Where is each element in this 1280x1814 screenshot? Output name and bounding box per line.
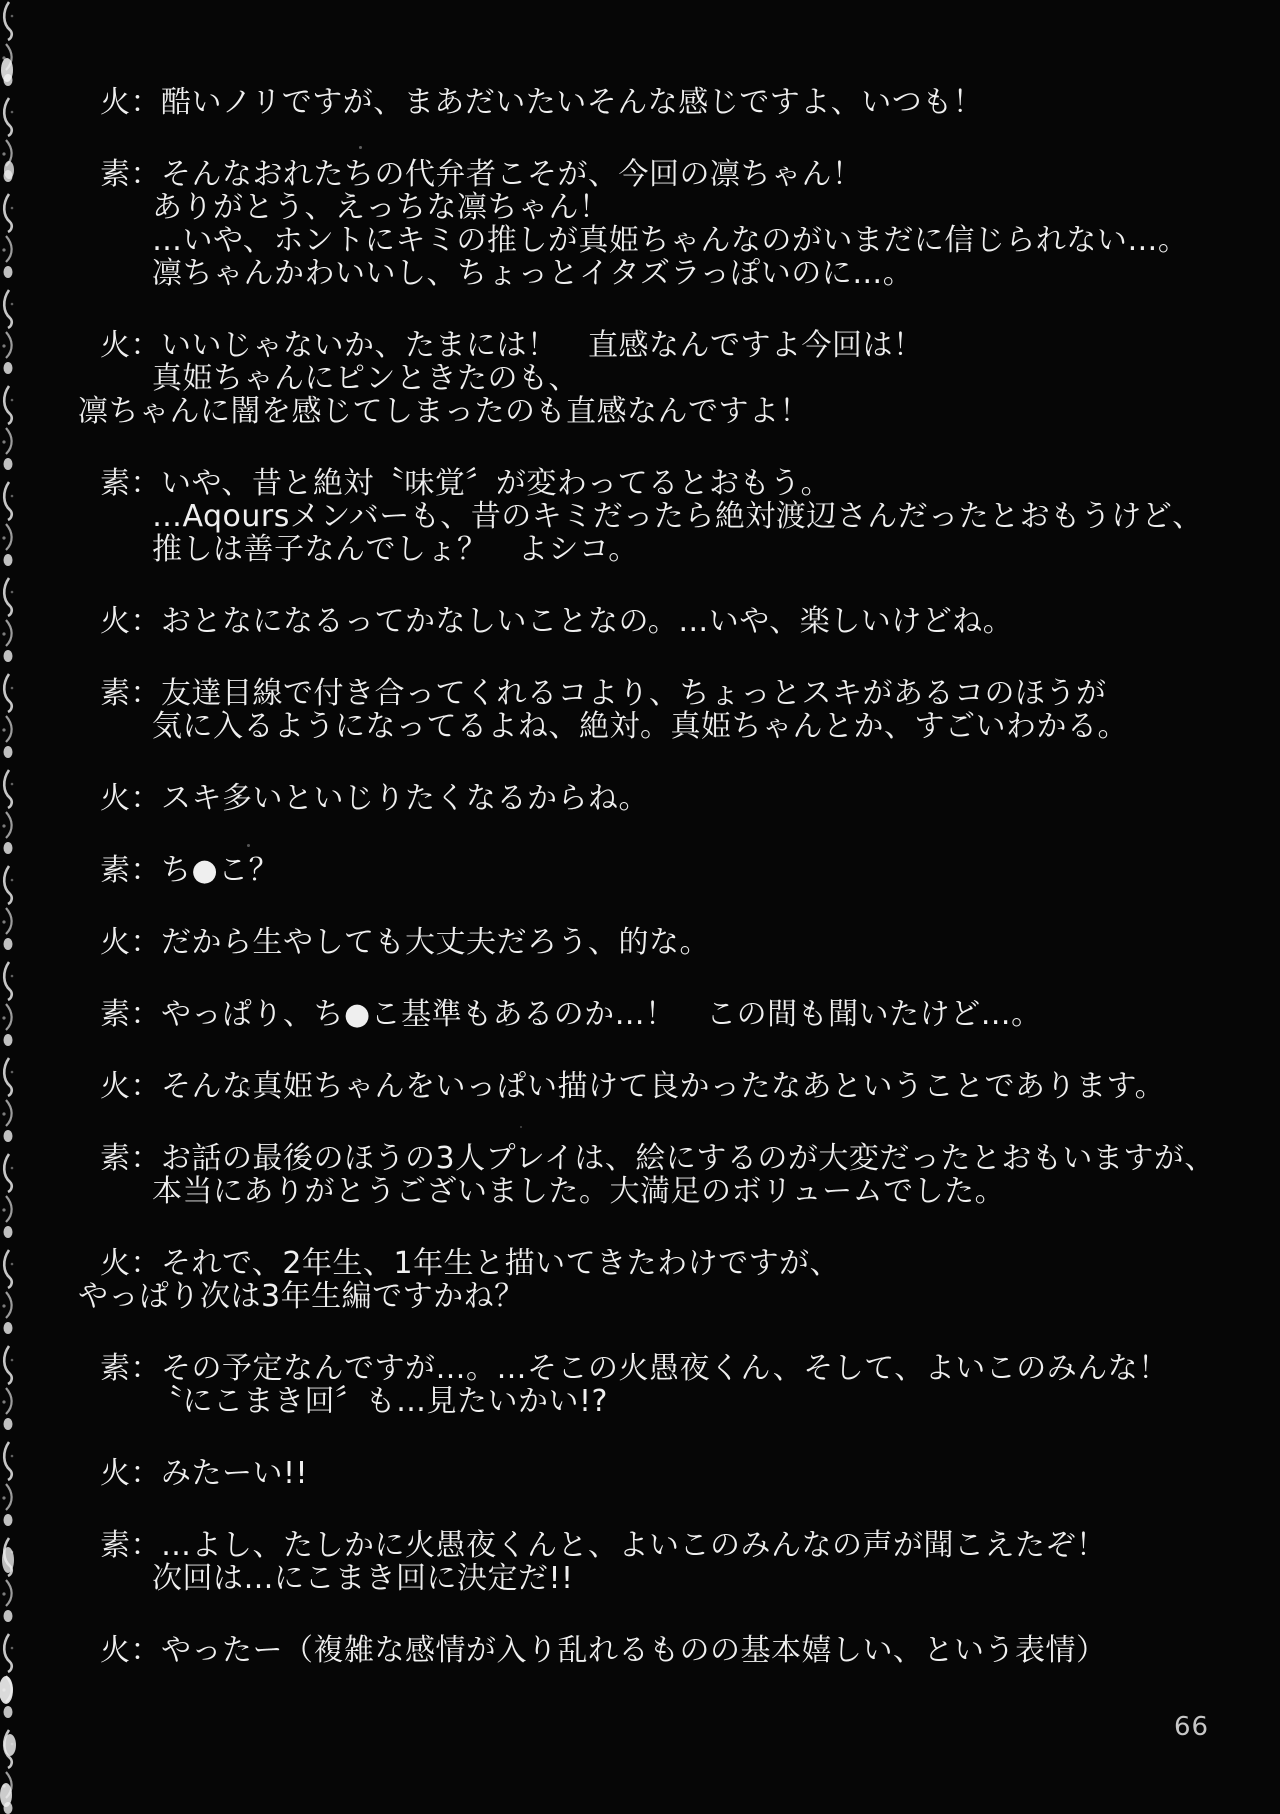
dialogue-line: 火：スキ多いといじりたくなるからね。 xyxy=(100,781,649,816)
dialogue-line: 素：ち●こ？ xyxy=(100,853,280,888)
speaker-label: 火： xyxy=(100,604,161,639)
torn-paper-edge-texture xyxy=(0,0,30,1814)
dialogue-line: 火：そんな真姫ちゃんをいっぱい描けて良かったなあということであります。 xyxy=(100,1069,1166,1104)
dialogue-line: 素：やっぱり、ち●こ基準もあるのか…！ この間も聞いたけど…。 xyxy=(100,997,1042,1032)
speaker-label: 火： xyxy=(100,1456,161,1491)
dialogue-block xyxy=(100,998,1230,1031)
dialogue-line: 凛ちゃんかわいいし、ちょっとイタズラっぽいのに…。 xyxy=(152,256,914,291)
speaker-label: 素： xyxy=(100,157,161,192)
dialogue-line: 素：友達目線で付き合ってくれるコより、ちょっとスキがあるコのほうが xyxy=(100,676,1107,711)
dust-speck xyxy=(359,146,362,149)
speaker-label: 素： xyxy=(100,997,161,1032)
dialogue-line: 火：みたーい!! xyxy=(100,1456,309,1491)
dialogue-block xyxy=(100,782,1230,815)
dialogue-line: ありがとう、えっちな凛ちゃん！ xyxy=(152,190,610,225)
dialogue-line: 火：それで、2年生、1年生と描いてきたわけですが、 xyxy=(100,1246,841,1281)
speaker-label: 火： xyxy=(100,328,161,363)
dialogue-line: 火：やったー（複雑な感情が入り乱れるものの基本嬉しい、という表情） xyxy=(100,1633,1107,1668)
speaker-label: 素： xyxy=(100,676,161,711)
dialogue-block xyxy=(78,1246,1230,1314)
dialogue-line: 火：いいじゃないか、たまには！ 直感なんですよ今回は！ xyxy=(100,328,924,363)
dialogue-block xyxy=(100,1142,1230,1208)
speaker-label: 素： xyxy=(100,1351,161,1386)
dialogue-block xyxy=(100,854,1230,887)
speaker-label: 火： xyxy=(100,1633,161,1668)
dialogue-block xyxy=(78,328,1230,429)
dialogue-line: 〝にこまき回〞も…見たいかい!? xyxy=(152,1384,608,1419)
dialogue-block xyxy=(100,467,1230,566)
dialogue-line: やっぱり次は3年生編ですかね？ xyxy=(78,1279,525,1314)
dialogue-line: …Aqoursメンバーも、昔のキミだったら絶対渡辺さんだったとおもうけど、 xyxy=(152,499,1203,534)
dialogue-block xyxy=(100,86,1230,119)
dialogue-block xyxy=(100,1457,1230,1490)
dialogue-text xyxy=(78,85,1230,1706)
speaker-label: 火： xyxy=(100,1069,161,1104)
dust-speck xyxy=(247,844,250,847)
dialogue-line: …いや、ホントにキミの推しが真姫ちゃんなのがいまだに信じられない…。 xyxy=(152,223,1189,258)
dialogue-line: 気に入るようになってるよね、絶対。真姫ちゃんとか、すごいわかる。 xyxy=(152,709,1128,744)
dialogue-block xyxy=(100,926,1230,959)
dialogue-block xyxy=(100,1529,1230,1595)
speaker-label: 素： xyxy=(100,466,161,501)
dialogue-line: 真姫ちゃんにピンときたのも、 xyxy=(152,361,579,396)
dialogue-line: 本当にありがとうございました。大満足のボリュームでした。 xyxy=(152,1174,1006,1209)
dialogue-line: 凛ちゃんに闇を感じてしまったのも直感なんですよ！ xyxy=(78,394,810,429)
dialogue-line: 火：おとなになるってかなしいことなの。…いや、楽しいけどね。 xyxy=(100,604,1014,639)
dialogue-line: 火：酷いノリですが、まあだいたいそんな感じですよ、いつも！ xyxy=(100,85,984,120)
dust-speck xyxy=(520,1126,522,1128)
dialogue-block xyxy=(100,605,1230,638)
dialogue-block xyxy=(100,1070,1230,1103)
dialogue-line: 素：いや、昔と絶対〝味覚〞が変わってるとおもう。 xyxy=(100,466,832,501)
dialogue-block xyxy=(100,1634,1230,1667)
speaker-label: 素： xyxy=(100,1141,161,1176)
speaker-label: 素： xyxy=(100,853,161,888)
speaker-label: 火： xyxy=(100,1246,161,1281)
dialogue-block xyxy=(100,677,1230,743)
dialogue-line: 次回は…にこまき回に決定だ!! xyxy=(152,1561,574,1596)
dialogue-line: 素：そんなおれたちの代弁者こそが、今回の凛ちゃん！ xyxy=(100,157,863,192)
dialogue-line: 素：…よし、たしかに火愚夜くんと、よいこのみんなの声が聞こえたぞ！ xyxy=(100,1528,1107,1563)
dialogue-block xyxy=(100,158,1230,290)
dust-speck xyxy=(247,1087,250,1090)
dialogue-line: 素：その予定なんですが…。…そこの火愚夜くん、そして、よいこのみんな！ xyxy=(100,1351,1169,1386)
page-number: 66 xyxy=(1174,1712,1210,1742)
speaker-label: 火： xyxy=(100,925,161,960)
dialogue-line: 火：だから生やしても大丈夫だろう、的な。 xyxy=(100,925,710,960)
speaker-label: 火： xyxy=(100,85,161,120)
dialogue-line: 素：お話の最後のほうの3人プレイは、絵にするのが大変だったとおもいますが、 xyxy=(100,1141,1215,1176)
speaker-label: 火： xyxy=(100,781,161,816)
dialogue-line: 推しは善子なんでしょ？ よシコ。 xyxy=(152,532,639,567)
dialogue-block xyxy=(100,1352,1230,1418)
speaker-label: 素： xyxy=(100,1528,161,1563)
